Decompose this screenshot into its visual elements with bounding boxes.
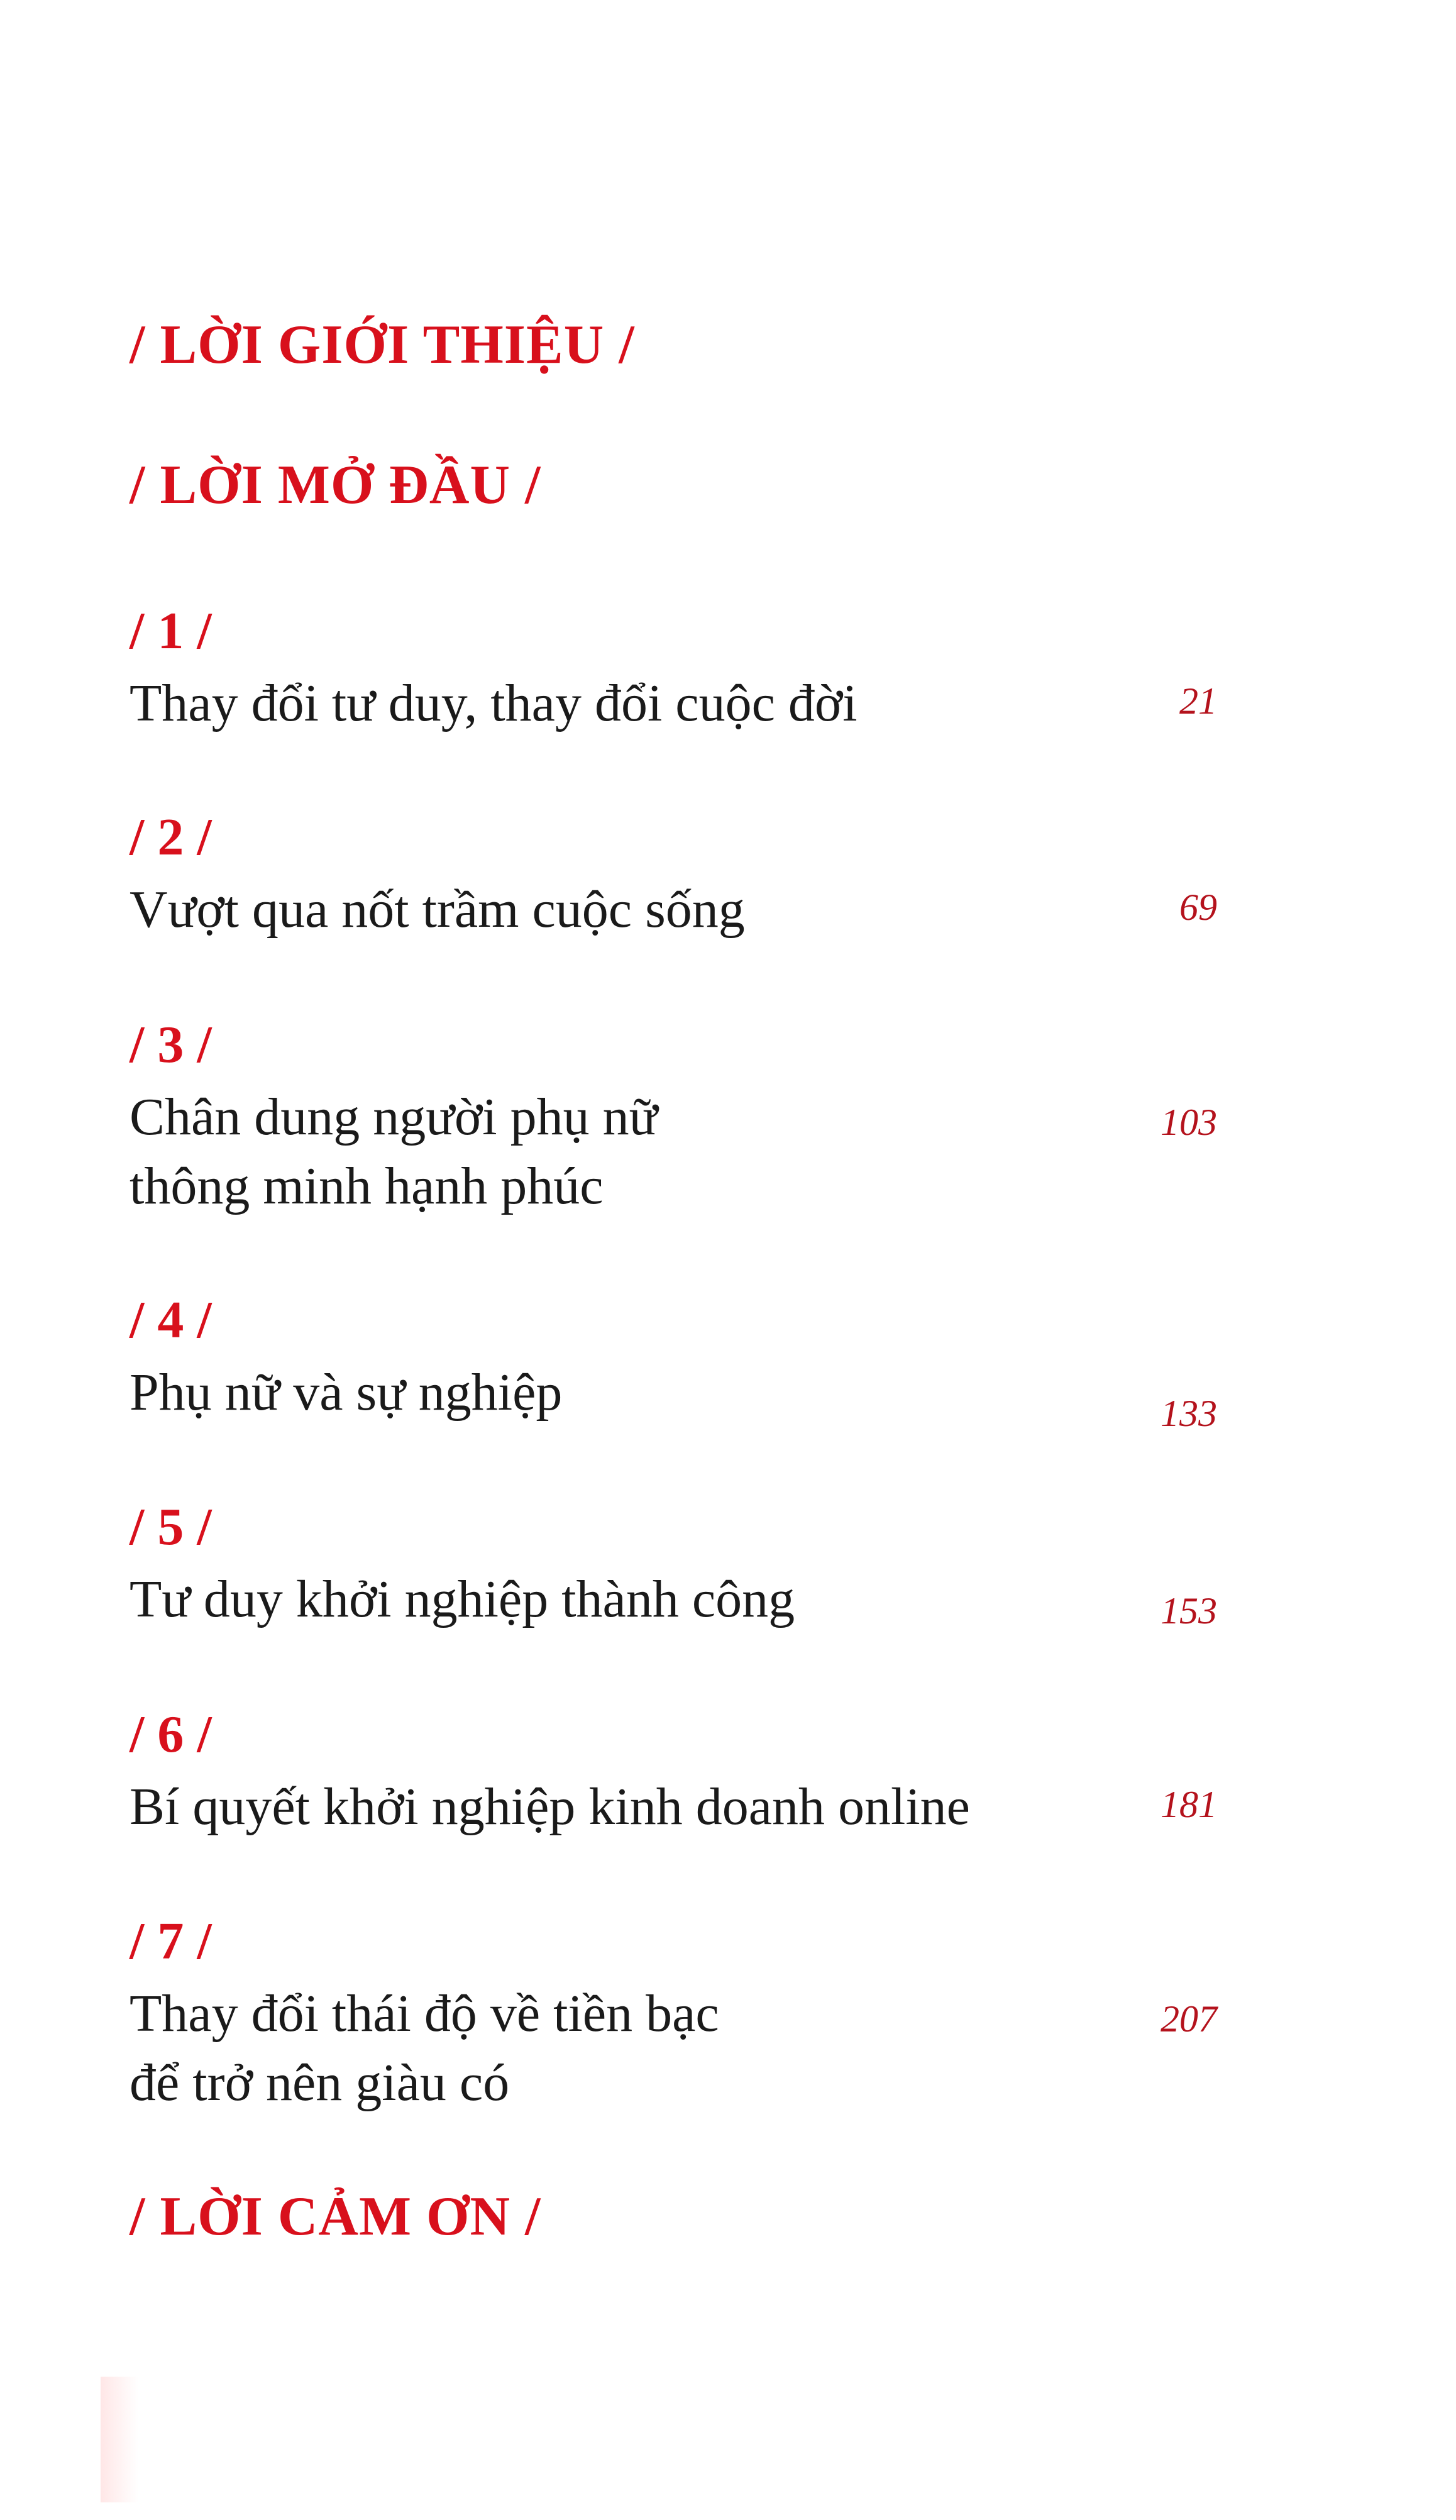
toc-entry-chapter-4[interactable]: [130, 1291, 1217, 1434]
chapter-title: [130, 1358, 1211, 1427]
toc-entry-chapter-1[interactable]: [130, 602, 1217, 738]
toc-entry-chapter-6[interactable]: [130, 1705, 1217, 1842]
chapter-title-line: Tư duy khởi nghiệp thành công: [130, 1570, 795, 1628]
chapter-page-number: 69: [1179, 887, 1217, 928]
chapter-title-line: để trở nên giàu có: [130, 2053, 510, 2112]
chapter-page-number: 207: [1161, 1998, 1217, 2040]
chapter-title: [130, 875, 1211, 944]
chapter-page-number: 153: [1161, 1590, 1217, 1632]
thanks-heading[interactable]: / LỜI CẢM ƠN /: [130, 2186, 541, 2247]
page-edge-tint: [101, 2377, 138, 2502]
chapter-page-number: 181: [1161, 1784, 1217, 1825]
chapter-number: / 6 /: [130, 1705, 212, 1764]
chapter-title-line: Vượt qua nốt trầm cuộc sống: [130, 880, 745, 939]
toc-entry-chapter-5[interactable]: [130, 1498, 1217, 1634]
chapter-number: / 1 /: [130, 602, 212, 660]
toc-entry-chapter-7[interactable]: [130, 1912, 1217, 2118]
preface-heading[interactable]: / LỜI MỞ ĐẦU /: [130, 455, 541, 516]
intro-heading[interactable]: / LỜI GIỚI THIỆU /: [130, 314, 635, 375]
chapter-number: / 5 /: [130, 1498, 212, 1556]
chapter-title: [130, 1772, 1211, 1842]
chapter-title-line: thông minh hạnh phúc: [130, 1157, 604, 1215]
chapter-page-number: 21: [1179, 680, 1217, 722]
chapter-title: [130, 669, 1211, 738]
toc-entry-chapter-2[interactable]: [130, 808, 1217, 944]
chapter-title: [130, 1083, 1211, 1221]
chapter-page-number: 103: [1161, 1102, 1217, 1143]
chapter-number: / 3 /: [130, 1015, 212, 1074]
chapter-number: / 7 /: [130, 1912, 212, 1970]
chapter-number: / 2 /: [130, 808, 212, 866]
chapter-title-line: Chân dung người phụ nữ: [130, 1088, 658, 1146]
chapter-title-line: Thay đổi tư duy, thay đổi cuộc đời: [130, 674, 858, 732]
chapter-title: [130, 1979, 1211, 2118]
chapter-title-line: Bí quyết khởi nghiệp kinh doanh online: [130, 1777, 970, 1836]
chapter-page-number: 133: [1161, 1393, 1217, 1434]
toc-entry-chapter-3[interactable]: [130, 1015, 1217, 1221]
chapter-title: [130, 1565, 1211, 1634]
chapter-number: / 4 /: [130, 1291, 212, 1349]
chapter-title-line: Phụ nữ và sự nghiệp: [130, 1363, 563, 1422]
chapter-title-line: Thay đổi thái độ về tiền bạc: [130, 1984, 719, 2043]
